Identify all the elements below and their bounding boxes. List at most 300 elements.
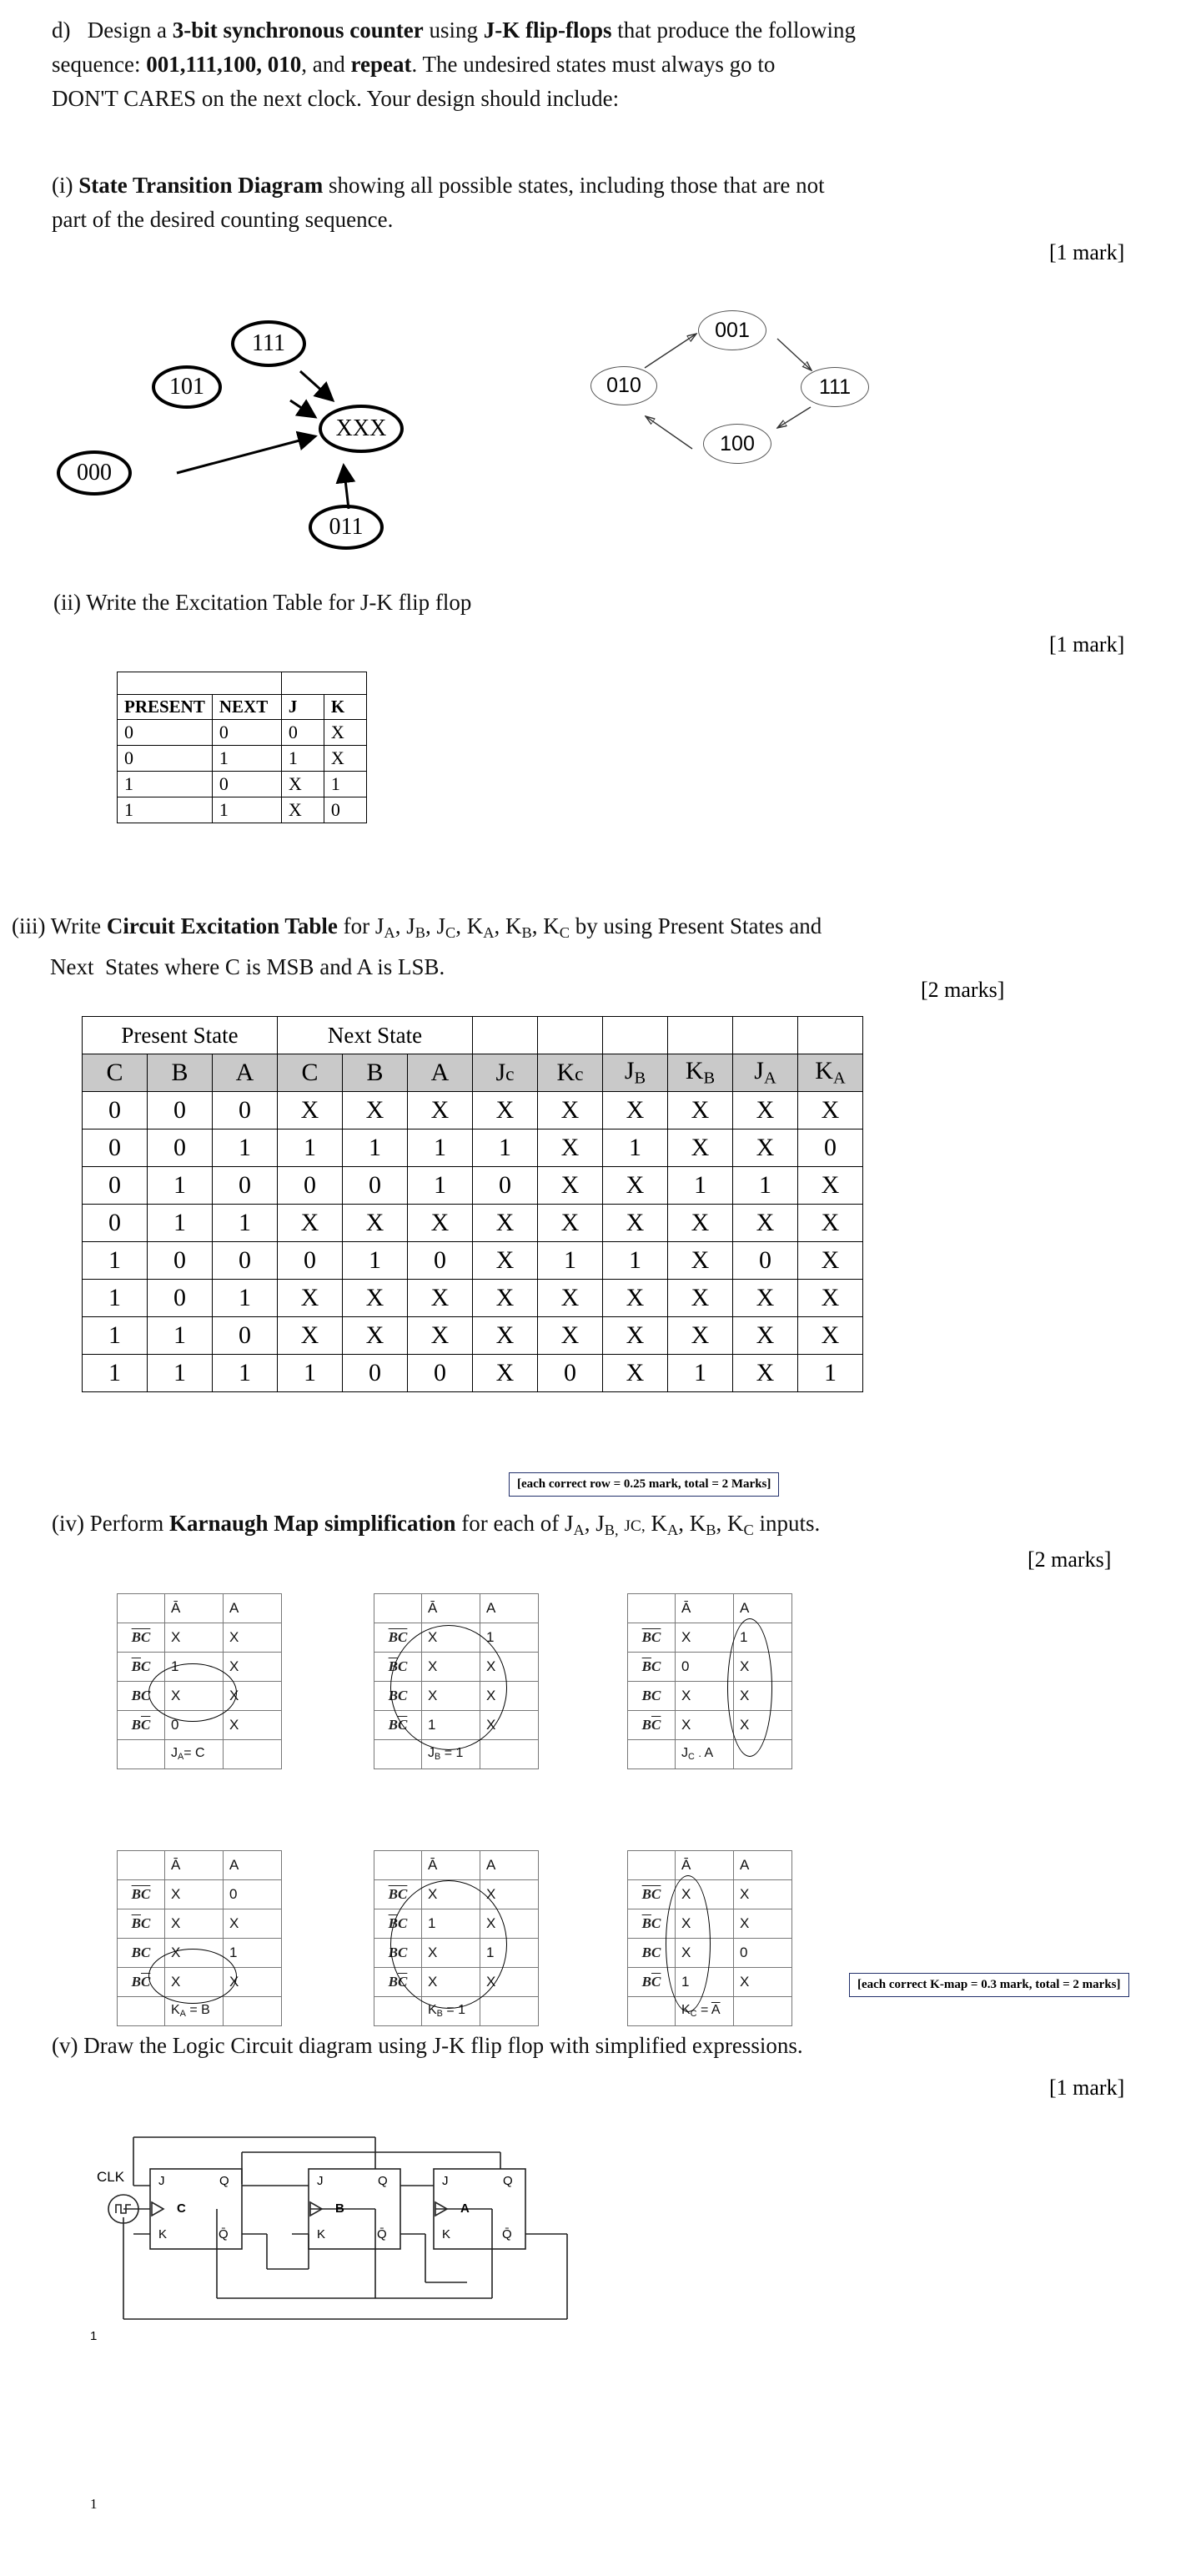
kmap-cell: X [165, 1682, 224, 1711]
cell: X [603, 1317, 668, 1355]
kmap-header-row [628, 1851, 792, 1880]
cell: X [668, 1242, 733, 1280]
page-number: 1 [90, 2496, 98, 2512]
cell: X [668, 1092, 733, 1130]
cell: 0 [148, 1242, 213, 1280]
kmap-col-abar: Ā [165, 1851, 224, 1880]
ff-a-qbar-label: Q̄ [502, 2227, 512, 2241]
cell: X [603, 1092, 668, 1130]
kmap-result: $J_B = 1$ [422, 1740, 480, 1769]
ff-c-name: C [177, 2201, 186, 2216]
part-v-text: (v) Draw the Logic Circuit diagram using J-K flip flop with simplified expressions. [52, 2033, 803, 2058]
cell: 0 [118, 720, 213, 746]
kmap-row-label: $B\overline{C}$ [118, 1968, 165, 1997]
kmap-result-spacer [628, 1740, 676, 1769]
kmap-cell: X [165, 1880, 224, 1909]
cell: 0 [538, 1355, 603, 1392]
kmap-row-label: $B\overline{C}$ [118, 1711, 165, 1740]
kmap-result-row [118, 1740, 282, 1769]
kmap-row-label: $\overline{B}\overline{C}$ [118, 1880, 165, 1909]
kmap-marks-note: [each correct K-map = 0.3 mark, total = 2 marks] [849, 1973, 1129, 1997]
kmap-row [118, 1653, 282, 1682]
kmap-cell: X [165, 1968, 224, 1997]
cell: X [408, 1092, 473, 1130]
kmap-cell: X [224, 1623, 282, 1653]
ff-c-q-label: Q [219, 2174, 229, 2188]
kmap-row [118, 1623, 282, 1653]
kmap-result: $K_B = 1$ [422, 1997, 480, 2026]
kmap-cell: X [676, 1939, 734, 1968]
cell: X [281, 797, 324, 823]
kmap-table [627, 1593, 792, 1769]
kmap-ka [117, 1850, 282, 2026]
kmap-cell: X [734, 1682, 792, 1711]
cell: 1 [118, 772, 213, 797]
cell: X [733, 1280, 798, 1317]
table-row [118, 797, 367, 823]
kmap-table [374, 1850, 539, 2026]
part-iii-text [12, 909, 1179, 984]
cell: X [324, 746, 366, 772]
cell: 0 [408, 1355, 473, 1392]
kmap-col-a: A [480, 1594, 539, 1623]
ff-a-name: A [460, 2201, 470, 2216]
cell: 1 [213, 1205, 278, 1242]
cell: 0 [281, 720, 324, 746]
cell: X [603, 1280, 668, 1317]
kmap-col-abar: Ā [165, 1594, 224, 1623]
group-blank [733, 1017, 798, 1054]
kmap-row-label: $\overline{B}\overline{C}$ [628, 1880, 676, 1909]
cell: 0 [278, 1242, 343, 1280]
kmap-row-label: $\overline{B}C$ [118, 1653, 165, 1682]
cell: 0 [118, 746, 213, 772]
cell: 0 [343, 1355, 408, 1392]
kmap-corner [118, 1851, 165, 1880]
cell: 1 [278, 1355, 343, 1392]
cell: 1 [603, 1130, 668, 1167]
kmap-jb [374, 1593, 539, 1769]
cell: 1 [148, 1205, 213, 1242]
cell: X [538, 1130, 603, 1167]
state-label: 000 [77, 460, 112, 486]
part-iii-line-1: (iii) Write Circuit Excitation Table for $J_A$, $J_B$, $J_C$, $K_A$, $K_B$, $K_C$ by using Present States and [12, 913, 822, 942]
kmap-result-row [628, 1740, 792, 1769]
cell: 1 [733, 1167, 798, 1205]
spacer-cell-right [281, 672, 366, 695]
kmap-row [628, 1939, 792, 1968]
cell: X [668, 1205, 733, 1242]
kmap-row-label: $\overline{B}\overline{C}$ [628, 1623, 676, 1653]
kmap-cell: X [224, 1711, 282, 1740]
cell: 1 [408, 1167, 473, 1205]
ff-b-k-label: K [317, 2227, 326, 2241]
kmap-cell: X [422, 1880, 480, 1909]
kmap-cell: 1 [422, 1909, 480, 1939]
col-kc: Kc [538, 1054, 603, 1092]
kmap-cell: X [480, 1653, 539, 1682]
group-present-state: Present State [83, 1017, 278, 1054]
kmap-cell: 0 [165, 1711, 224, 1740]
kmap-cell: X [422, 1623, 480, 1653]
kmap-col-a: A [224, 1594, 282, 1623]
col-next-b: B [343, 1054, 408, 1092]
kmap-result-spacer [374, 1740, 422, 1769]
kmap-cell: X [734, 1880, 792, 1909]
kmap-cell: X [224, 1653, 282, 1682]
cell: 1 [213, 1280, 278, 1317]
kmap-corner [374, 1851, 422, 1880]
cell: 0 [148, 1092, 213, 1130]
col-present-b: B [148, 1054, 213, 1092]
circuit-excitation-table [82, 1016, 863, 1392]
ff-c-qbar-label: Q̄ [219, 2227, 229, 2241]
kmap-table [374, 1593, 539, 1769]
ff-c-j-label: J [158, 2174, 165, 2188]
constant-one-label: 1 [90, 2329, 98, 2343]
ff-b-name: B [335, 2201, 344, 2216]
part-iv-text: (iv) Perform Karnaugh Map simplification for each of $J_A$, $J_{B,}$ JC, $K_A$, $K_B$, $K_C$ inputs. [52, 1511, 821, 1539]
cell: 1 [212, 797, 281, 823]
kmap-row [118, 1909, 282, 1939]
cell: 0 [148, 1280, 213, 1317]
state-label: 011 [329, 514, 364, 540]
cell: X [278, 1092, 343, 1130]
cell: 1 [83, 1280, 148, 1317]
table-row [83, 1242, 863, 1280]
table-row [83, 1167, 863, 1205]
kmap-result-row [374, 1740, 539, 1769]
column-header-row [83, 1054, 863, 1092]
ff-b-j-label: J [317, 2174, 324, 2188]
kmap-cell: X [224, 1909, 282, 1939]
kmap-jc [627, 1593, 792, 1769]
col-present-c: C [83, 1054, 148, 1092]
cell: 0 [473, 1167, 538, 1205]
cell: 1 [83, 1355, 148, 1392]
kmap-row [374, 1623, 539, 1653]
cell: 0 [83, 1205, 148, 1242]
state-label: 101 [169, 374, 204, 400]
ff-b-qbar-label: Q̄ [377, 2227, 387, 2241]
cell: 0 [83, 1092, 148, 1130]
kmap-result-empty [734, 1740, 792, 1769]
cell: 1 [343, 1130, 408, 1167]
cell: 1 [473, 1130, 538, 1167]
cell: X [324, 720, 366, 746]
circuit-wiring [100, 2119, 751, 2369]
kmap-header-row [118, 1851, 282, 1880]
excitation-table [117, 672, 367, 823]
cell: 0 [212, 720, 281, 746]
col-ka: $K_A$ [798, 1054, 863, 1092]
state-node-101 [152, 365, 222, 409]
kmap-row-label: $\overline{B}C$ [118, 1909, 165, 1939]
cell: 1 [83, 1242, 148, 1280]
cell: X [538, 1317, 603, 1355]
cell: X [343, 1205, 408, 1242]
kmap-header-row [628, 1594, 792, 1623]
part-i-line-1: (i) State Transition Diagram showing all possible states, including those that are not [52, 173, 825, 198]
cell: X [538, 1167, 603, 1205]
kmap-row-label: BC [374, 1682, 422, 1711]
cell: X [343, 1092, 408, 1130]
kmap-cell: X [224, 1968, 282, 1997]
part-i-marks: [1 mark] [1049, 240, 1125, 264]
cell: 0 [278, 1167, 343, 1205]
cell: 1 [278, 1130, 343, 1167]
cell: 1 [118, 797, 213, 823]
kmap-table [117, 1850, 282, 2026]
kmap-row-label: $\overline{B}\overline{C}$ [118, 1623, 165, 1653]
ff-a-j-label: J [442, 2174, 449, 2188]
ff-a-q-label: Q [503, 2174, 513, 2188]
kmap-cell: X [480, 1909, 539, 1939]
kmap-corner [628, 1594, 676, 1623]
kmap-col-a: A [480, 1851, 539, 1880]
cell: X [733, 1355, 798, 1392]
cell: 0 [83, 1130, 148, 1167]
kmap-cell: X [422, 1939, 480, 1968]
kmap-cell: X [224, 1682, 282, 1711]
state-node-111-seq [801, 367, 869, 407]
kmap-header-row [374, 1594, 539, 1623]
ff-b-q-label: Q [378, 2174, 388, 2188]
kmap-row [628, 1682, 792, 1711]
kmap-cell: X [480, 1880, 539, 1909]
kmap-result: $J_A= C$ [165, 1740, 224, 1769]
state-node-111-unused [231, 320, 306, 367]
table-row [83, 1205, 863, 1242]
cell: X [668, 1317, 733, 1355]
kmap-row-label: $B\overline{C}$ [628, 1968, 676, 1997]
table-marks-note: [each correct row = 0.25 mark, total = 2 Marks] [509, 1472, 779, 1497]
col-k: K [324, 695, 366, 720]
cell: X [343, 1317, 408, 1355]
kmap-result-spacer [118, 1997, 165, 2026]
group-blank [473, 1017, 538, 1054]
cell: X [798, 1092, 863, 1130]
kmap-cell: X [676, 1623, 734, 1653]
kmap-row [628, 1623, 792, 1653]
ff-a-k-label: K [442, 2227, 451, 2241]
cell: 1 [213, 1130, 278, 1167]
state-label: 001 [715, 318, 750, 342]
table-row [118, 746, 367, 772]
kmap-result-empty [480, 1740, 539, 1769]
cell: X [408, 1317, 473, 1355]
cell: X [281, 772, 324, 797]
kmap-table [117, 1593, 282, 1769]
kmap-corner [628, 1851, 676, 1880]
cell: X [733, 1317, 798, 1355]
kmap-cell: X [165, 1909, 224, 1939]
kmap-result: $J_C$ . A [676, 1740, 734, 1769]
state-label: 111 [252, 330, 285, 356]
state-label: 111 [818, 375, 851, 399]
cell: X [733, 1130, 798, 1167]
kmap-row [374, 1968, 539, 1997]
cell: X [538, 1280, 603, 1317]
kmap-cell: X [422, 1653, 480, 1682]
clk-label: CLK [97, 2169, 125, 2185]
table-header-row [118, 695, 367, 720]
kmap-table [627, 1850, 792, 2026]
kmap-col-a: A [734, 1851, 792, 1880]
kmap-result-spacer [374, 1997, 422, 2026]
spacer-cell-left [118, 672, 282, 695]
kmap-cell: X [676, 1880, 734, 1909]
kmap-cell: X [480, 1682, 539, 1711]
cell: 0 [213, 1317, 278, 1355]
table-row [83, 1130, 863, 1167]
logic-circuit-diagram [90, 2119, 751, 2369]
kmap-cell: 1 [734, 1623, 792, 1653]
kmap-row-label: BC [628, 1682, 676, 1711]
cell: 1 [148, 1167, 213, 1205]
state-node-001 [698, 310, 766, 350]
kmap-result-empty [480, 1997, 539, 2026]
cell: 1 [324, 772, 366, 797]
kmap-row [374, 1909, 539, 1939]
cell: X [798, 1280, 863, 1317]
kmap-ja [117, 1593, 282, 1769]
col-kb: $K_B$ [668, 1054, 733, 1092]
kmap-row [374, 1880, 539, 1909]
cell: X [343, 1280, 408, 1317]
kmap-cell: 1 [480, 1939, 539, 1968]
state-transition-diagram [50, 300, 884, 551]
cell: X [473, 1280, 538, 1317]
prompt-line-1: d) Design a 3-bit synchronous counter using J-K flip-flops that produce the following [52, 18, 856, 43]
kmap-cell: X [165, 1623, 224, 1653]
group-blank [603, 1017, 668, 1054]
kmap-col-a: A [734, 1594, 792, 1623]
state-node-011 [309, 505, 384, 550]
part-iii-marks: [2 marks] [921, 978, 1005, 1002]
cell: X [278, 1280, 343, 1317]
prompt-line-2: sequence: 001,111,100, 010, and repeat. The undesired states must always go to [52, 52, 776, 77]
cell: 0 [798, 1130, 863, 1167]
kmap-cell: X [422, 1682, 480, 1711]
part-ii-text: (ii) Write the Excitation Table for J-K flip flop [53, 590, 472, 615]
kmap-corner [118, 1594, 165, 1623]
ff-c-k-label: K [158, 2227, 168, 2241]
cell: X [278, 1205, 343, 1242]
table-row [83, 1355, 863, 1392]
cell: X [278, 1317, 343, 1355]
cell: 1 [798, 1355, 863, 1392]
kmap-row [374, 1653, 539, 1682]
col-present: PRESENT [118, 695, 213, 720]
kmap-row-label: $B\overline{C}$ [374, 1711, 422, 1740]
kmap-cell: X [734, 1653, 792, 1682]
kmap-cell: 1 [676, 1968, 734, 1997]
cell: X [538, 1205, 603, 1242]
cell: 1 [343, 1242, 408, 1280]
kmap-row-label: $B\overline{C}$ [374, 1968, 422, 1997]
kmap-row [118, 1968, 282, 1997]
cell: X [473, 1205, 538, 1242]
cell: 1 [668, 1355, 733, 1392]
kmap-row [374, 1939, 539, 1968]
kmap-result-empty [224, 1997, 282, 2026]
kmap-cell: X [480, 1968, 539, 1997]
state-label: XXX [335, 415, 387, 441]
table-row [83, 1092, 863, 1130]
kmap-row-label: $\overline{B}\overline{C}$ [374, 1880, 422, 1909]
kmap-header-row [118, 1594, 282, 1623]
kmap-row [628, 1653, 792, 1682]
kmap-row-label: $B\overline{C}$ [628, 1711, 676, 1740]
kmap-row [628, 1909, 792, 1939]
cell: 1 [212, 746, 281, 772]
group-next-state: Next State [278, 1017, 473, 1054]
cell: 0 [733, 1242, 798, 1280]
col-present-a: A [213, 1054, 278, 1092]
kmap-col-abar: Ā [676, 1851, 734, 1880]
kmap-row [374, 1682, 539, 1711]
cell: 0 [83, 1167, 148, 1205]
cell: 1 [213, 1355, 278, 1392]
cell: X [603, 1167, 668, 1205]
kmap-cell: X [734, 1909, 792, 1939]
kmap-cell: X [422, 1968, 480, 1997]
col-ja: $J_A$ [733, 1054, 798, 1092]
cell: X [798, 1205, 863, 1242]
cell: 1 [281, 746, 324, 772]
cell: X [473, 1092, 538, 1130]
kmap-row-label: BC [118, 1682, 165, 1711]
kmap-cell: 1 [422, 1711, 480, 1740]
kmap-cell: 0 [676, 1653, 734, 1682]
kmap-cell: X [676, 1909, 734, 1939]
kmap-row [118, 1682, 282, 1711]
kmap-row [628, 1968, 792, 1997]
table-row [118, 720, 367, 746]
col-next: NEXT [212, 695, 281, 720]
group-blank [798, 1017, 863, 1054]
kmap-result-row [374, 1997, 539, 2026]
cell: X [668, 1280, 733, 1317]
cell: 0 [213, 1242, 278, 1280]
cell: X [408, 1280, 473, 1317]
cell: X [733, 1092, 798, 1130]
kmap-result: $K_A = B$ [165, 1997, 224, 2026]
cell: 1 [148, 1317, 213, 1355]
col-next-c: C [278, 1054, 343, 1092]
col-jb: $J_B$ [603, 1054, 668, 1092]
cell: 0 [148, 1130, 213, 1167]
kmap-result-spacer [628, 1997, 676, 2026]
cell: 1 [668, 1167, 733, 1205]
kmap-col-abar: Ā [422, 1594, 480, 1623]
state-node-010 [590, 366, 657, 405]
table-row [118, 772, 367, 797]
cell: 1 [83, 1317, 148, 1355]
col-next-a: A [408, 1054, 473, 1092]
kmap-cell: 0 [734, 1939, 792, 1968]
kmap-row-label: BC [628, 1939, 676, 1968]
kmap-row-label: $\overline{B}C$ [628, 1653, 676, 1682]
state-node-xxx [319, 405, 404, 453]
kmap-row-label: BC [374, 1939, 422, 1968]
state-label: 100 [720, 431, 755, 455]
kmap-result-row [628, 1997, 792, 2026]
kmap-kc [627, 1850, 792, 2026]
kmap-col-abar: Ā [422, 1851, 480, 1880]
kmap-row [118, 1939, 282, 1968]
